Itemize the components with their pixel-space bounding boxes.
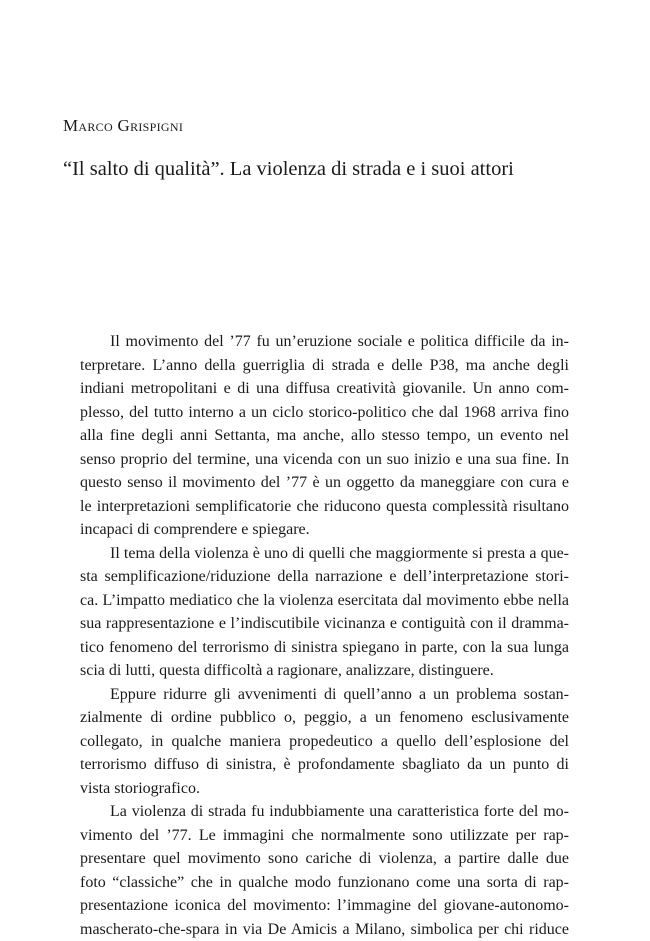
text-line: presentazione iconica del movimento: l’immagine del giovane-autonomo- [80,894,569,918]
text-line: scia di lutti, questa difficoltà a ragionare, analizzare, distinguere. [80,659,569,683]
text-line: zialmente di ordine pubblico o, peggio, a un fenomeno esclusivamente [80,706,569,730]
text-line: mascherato-che-spara in via De Amicis a Milano, simbolica per chi riduce [80,918,569,941]
text-line: foto “classiche” che in qualche modo funzionano come una sorta di rap- [80,871,569,895]
text-line: sta semplificazione/riduzione della narrazione e dell’interpretazione stori- [80,565,569,589]
text-line: La violenza di strada fu indubbiamente una caratteristica forte del mo- [80,800,569,824]
body-text [80,330,569,941]
text-line: terpretare. L’anno della guerriglia di strada e delle P38, ma anche degli [80,354,569,378]
text-line: indiani metropolitani e di una diffusa creatività giovanile. Un anno com- [80,377,569,401]
text-line: ca. L’impatto mediatico che la violenza esercitata dal movimento ebbe nella [80,589,569,613]
text-line: Il tema della violenza è uno di quelli che maggiormente si presta a que- [80,542,569,566]
author-name: Marco Grispigni [63,116,183,136]
text-line: collegato, in qualche maniera propedeutico a quello dell’esplosione del [80,730,569,754]
text-line: le interpretazioni semplificatorie che riducono questa complessità risultano [80,495,569,519]
text-line: presentare quel movimento sono cariche di violenza, a partire dalle due [80,847,569,871]
text-line: tico fenomeno del terrorismo di sinistra spiegano in parte, con la sua lunga [80,636,569,660]
text-line: Eppure ridurre gli avvenimenti di quell’anno a un problema sostan- [80,683,569,707]
text-line: terrorismo diffuso di sinistra, è profondamente sbagliato da un punto di [80,753,569,777]
text-line: senso proprio del termine, una vicenda con un suo inizio e una sua fine. In [80,448,569,472]
text-line: alla fine degli anni Settanta, ma anche, allo stesso tempo, un evento nel [80,424,569,448]
text-line: incapaci di comprendere e spiegare. [80,518,569,542]
text-line: sua rappresentazione e l’indiscutibile vicinanza e contiguità con il dramma- [80,612,569,636]
chapter-title: “Il salto di qualità”. La violenza di strada e i suoi attori [63,158,514,181]
text-line: vimento del ’77. Le immagini che normalmente sono utilizzate per rap- [80,824,569,848]
text-line: questo senso il movimento del ’77 è un oggetto da maneggiare con cura e [80,471,569,495]
text-line: vista storiografico. [80,777,569,801]
text-line: Il movimento del ’77 fu un’eruzione sociale e politica difficile da in- [80,330,569,354]
text-line: plesso, del tutto interno a un ciclo storico-politico che dal 1968 arriva fino [80,401,569,425]
